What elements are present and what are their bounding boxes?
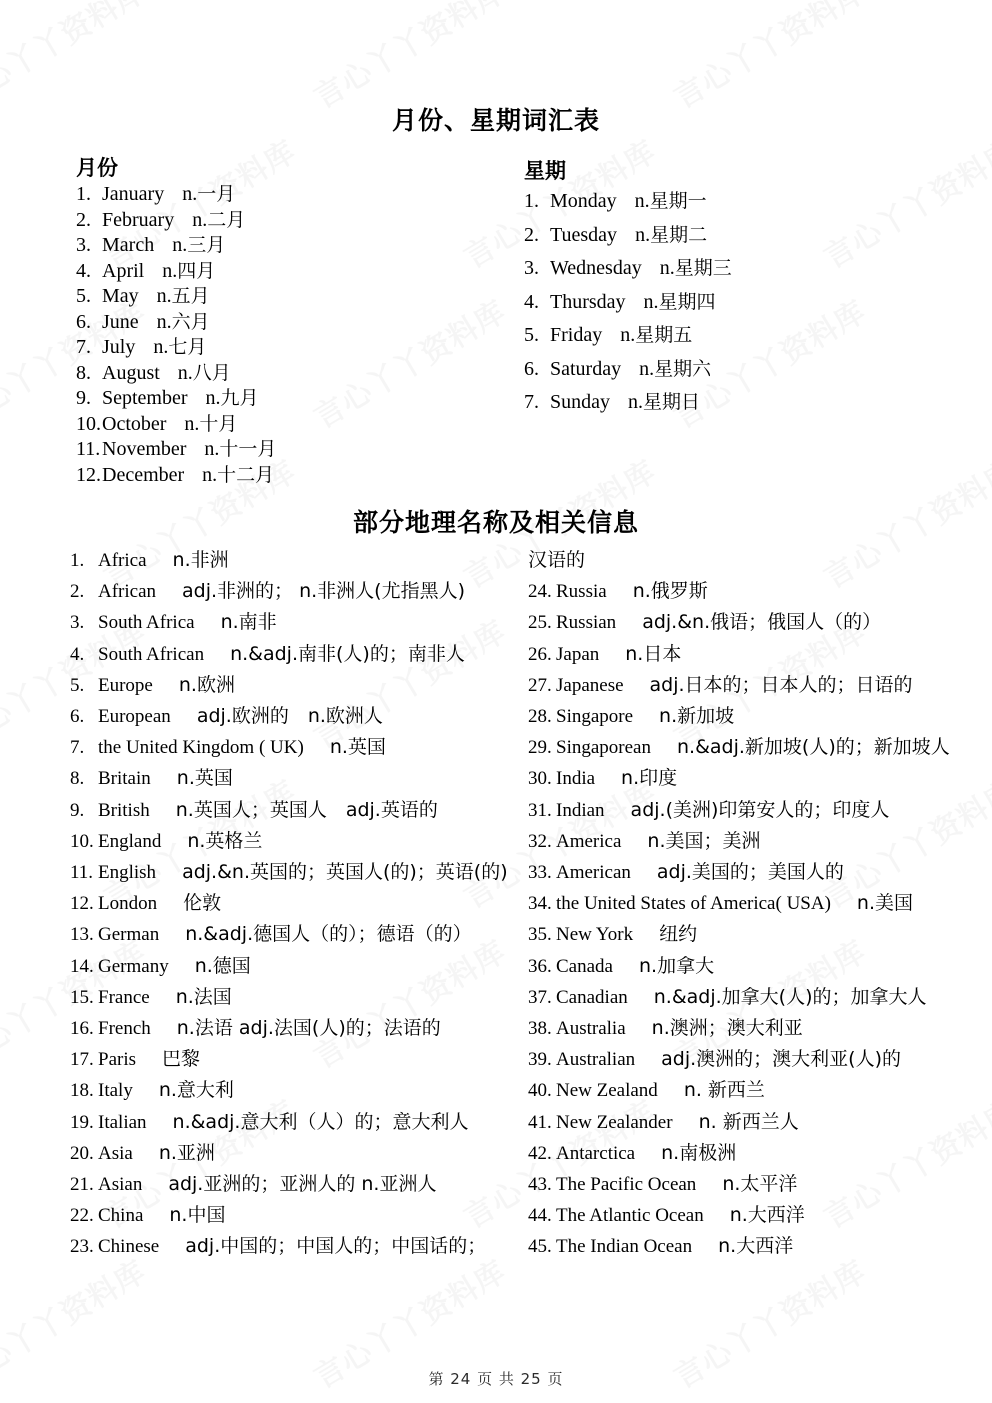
item-chinese-meaning: adj.&n.英国的；英国人(的)；英语(的) <box>182 861 508 884</box>
item-chinese-meaning: n.&adj.新加坡(人)的；新加坡人 <box>676 736 950 759</box>
item-english-word: England <box>98 830 162 852</box>
item-number: 12. <box>70 893 94 915</box>
item-number: 15. <box>70 986 94 1008</box>
page-title: 月份、星期词汇表 <box>391 106 600 135</box>
geography-left-column <box>70 545 540 1263</box>
list-item <box>528 670 988 701</box>
item-english-word: London <box>98 893 158 915</box>
item-english-word: Canadian <box>556 986 628 1008</box>
item-number: 41. <box>528 1111 552 1133</box>
list-item <box>70 670 540 701</box>
item-chinese-meaning: 四月 <box>177 259 216 282</box>
item-english-word: America <box>556 830 622 852</box>
item-english-word: Chinese <box>98 1236 160 1258</box>
item-chinese-meaning: n.英国人；英国人 adj.英语的 <box>175 798 438 821</box>
item-number: 1. <box>70 550 85 571</box>
item-english-word: Russia <box>556 581 607 603</box>
item-chinese-meaning: adj.亚洲的；亚洲人的 n.亚洲人 <box>168 1173 437 1196</box>
item-number: 32. <box>528 830 552 852</box>
item-number: 5. <box>70 674 85 696</box>
item-part-of-speech: n. <box>643 290 659 313</box>
list-item <box>528 826 988 857</box>
item-english-word: Australian <box>556 1049 636 1071</box>
watermark-text <box>304 0 513 117</box>
item-number: 10. <box>70 830 94 852</box>
list-item <box>70 1138 540 1169</box>
item-english-word: Thursday <box>550 290 626 313</box>
item-english-word: Singapore <box>556 706 634 728</box>
list-item <box>528 1138 988 1169</box>
item-number: 31. <box>528 799 552 821</box>
item-english-word: The Pacific Ocean <box>556 1174 697 1196</box>
list-item <box>524 185 944 219</box>
item-number: 20. <box>70 1142 94 1164</box>
item-english-word: Italy <box>98 1080 133 1102</box>
item-part-of-speech: n. <box>204 438 220 460</box>
item-chinese-meaning: n.加拿大 <box>638 954 715 977</box>
item-english-word: The Atlantic Ocean <box>556 1205 704 1227</box>
item-number: 3. <box>76 234 91 256</box>
item-chinese-meaning: adj.美国的；美国人的 <box>656 861 844 884</box>
list-item <box>76 208 496 234</box>
item-number: 43. <box>528 1174 552 1196</box>
list-item <box>76 463 496 489</box>
item-english-word: September <box>102 387 188 409</box>
item-part-of-speech: n. <box>182 183 198 205</box>
item-number: 21. <box>70 1174 94 1196</box>
item-chinese-meaning: n.新加坡 <box>659 705 735 728</box>
item-chinese-meaning: 十一月 <box>219 438 277 460</box>
item-chinese-meaning: 一月 <box>197 183 236 205</box>
item-english-word: July <box>102 336 136 358</box>
item-number: 17. <box>70 1049 94 1071</box>
item-chinese-meaning: n.&adj.德国人（的）；德语（的） <box>185 923 472 946</box>
item-chinese-meaning: 星期四 <box>658 290 716 313</box>
item-number: 24. <box>528 581 552 603</box>
item-number: 30. <box>528 768 552 790</box>
item-number: 5. <box>524 324 539 346</box>
list-item <box>70 888 540 919</box>
item-number: 26. <box>528 643 552 665</box>
item-english-word: December <box>102 463 185 486</box>
months-heading: 月份 <box>76 156 118 180</box>
item-english-word: South African <box>98 643 205 665</box>
item-number: 3. <box>524 257 539 279</box>
item-part-of-speech: n. <box>205 387 221 409</box>
item-part-of-speech: n. <box>659 257 675 279</box>
months-section <box>76 152 496 488</box>
item-part-of-speech: n. <box>156 310 172 333</box>
item-chinese-meaning: n.中国 <box>169 1204 226 1227</box>
item-chinese-meaning: n.&adj.南非(人)的；南非人 <box>230 642 465 665</box>
item-english-word: Sunday <box>550 391 610 413</box>
item-number: 23. <box>70 1236 94 1258</box>
item-chinese-meaning: n. 新西兰 <box>683 1079 765 1102</box>
item-english-word: Indian <box>556 799 605 821</box>
item-chinese-meaning: adj.&n.俄语；俄国人（的） <box>642 611 882 634</box>
item-chinese-meaning: 星期五 <box>635 324 693 346</box>
list-item <box>528 857 988 888</box>
item-english-word: Italian <box>98 1111 147 1133</box>
item-english-word: Canada <box>556 955 613 977</box>
item-english-word: February <box>102 208 175 231</box>
item-number: 5. <box>76 285 91 307</box>
item-english-word: the United States of America( USA) <box>556 893 831 915</box>
item-number: 7. <box>70 737 85 759</box>
item-chinese-meaning: adj.中国的；中国人的；中国话的； <box>185 1235 487 1258</box>
item-chinese-meaning: n.&adj.意大利（人）的；意大利人 <box>172 1110 469 1133</box>
weekdays-list <box>524 185 944 420</box>
list-item <box>524 286 944 320</box>
item-number: 19. <box>70 1111 94 1133</box>
list-item <box>76 361 496 387</box>
item-chinese-meaning: 十月 <box>199 412 238 435</box>
item-english-word: Wednesday <box>550 257 642 279</box>
item-number: 37. <box>528 986 552 1008</box>
list-item <box>70 576 540 607</box>
list-item <box>70 701 540 732</box>
item-chinese-meaning: n.欧洲 <box>178 673 235 696</box>
item-chinese-meaning: 星期日 <box>643 391 701 413</box>
item-number: 22. <box>70 1205 94 1227</box>
item-number: 1. <box>76 183 91 205</box>
item-chinese-meaning: n.英国 <box>176 767 233 790</box>
item-chinese-meaning: 星期六 <box>654 357 712 380</box>
item-english-word: Monday <box>550 190 617 212</box>
item-number: 4. <box>524 290 539 313</box>
item-chinese-meaning: 纽约 <box>659 923 698 946</box>
item-part-of-speech: n. <box>628 391 643 413</box>
item-english-word: Germany <box>98 955 169 977</box>
list-item <box>528 1107 988 1138</box>
list-item <box>524 319 944 353</box>
list-item <box>528 951 988 982</box>
list-item <box>76 412 496 438</box>
item-number: 7. <box>524 391 539 413</box>
list-item <box>70 545 540 576</box>
item-number: 39. <box>528 1049 552 1071</box>
item-number: 45. <box>528 1236 552 1258</box>
item-number: 8. <box>76 361 91 384</box>
item-number: 1. <box>524 190 539 212</box>
list-item <box>76 335 496 361</box>
item-english-word: Saturday <box>550 357 622 380</box>
item-chinese-meaning: 九月 <box>220 387 259 409</box>
item-part-of-speech: n. <box>192 208 208 231</box>
item-chinese-meaning: 十二月 <box>217 463 275 486</box>
item-number: 4. <box>70 643 85 665</box>
item-english-word: May <box>102 285 139 307</box>
item-english-word: Antarctica <box>556 1142 636 1164</box>
list-item <box>528 1231 988 1262</box>
item-chinese-meaning: n.英格兰 <box>187 829 263 852</box>
item-number: 44. <box>528 1205 552 1227</box>
list-item <box>70 795 540 826</box>
item-chinese-meaning: 六月 <box>171 310 210 333</box>
item-chinese-meaning: n.英国 <box>329 736 386 759</box>
list-item <box>528 576 988 607</box>
list-item <box>70 857 540 888</box>
item-number: 11. <box>70 862 94 884</box>
item-english-word: January <box>102 183 165 205</box>
item-chinese-meaning: n.澳洲；澳大利亚 <box>651 1017 803 1040</box>
item-chinese-meaning: 星期一 <box>649 190 707 212</box>
list-item <box>70 982 540 1013</box>
list-item <box>70 732 540 763</box>
item-part-of-speech: n. <box>202 463 218 486</box>
list-item <box>70 826 540 857</box>
item-number: 2. <box>524 223 539 246</box>
item-english-word: Australia <box>556 1018 626 1040</box>
list-item <box>524 252 944 286</box>
list-item <box>70 639 540 670</box>
item-number: 28. <box>528 706 552 728</box>
item-number: 14. <box>70 955 94 977</box>
item-english-word: New York <box>556 924 634 946</box>
list-item <box>76 284 496 310</box>
item-english-word: Singaporean <box>556 737 651 759</box>
item-part-of-speech: n. <box>162 259 178 282</box>
item-chinese-meaning: n.法语 adj.法国(人)的；法语的 <box>176 1017 441 1040</box>
geography-left-list <box>70 545 540 1263</box>
list-item <box>524 353 944 387</box>
item-part-of-speech: n. <box>634 190 650 212</box>
list-item <box>528 1075 988 1106</box>
item-chinese-meaning: 二月 <box>207 208 246 231</box>
item-number: 6. <box>76 310 91 333</box>
item-number: 4. <box>76 259 91 282</box>
item-english-word: August <box>102 361 160 384</box>
list-item <box>70 1013 540 1044</box>
item-chinese-meaning: n.俄罗斯 <box>632 580 708 603</box>
list-item <box>76 233 496 259</box>
list-item <box>76 437 496 463</box>
item-number: 13. <box>70 924 94 946</box>
item-chinese-meaning: 七月 <box>168 336 207 358</box>
item-english-word: Japan <box>556 643 600 665</box>
list-item <box>528 639 988 670</box>
item-chinese-meaning: 三月 <box>187 234 226 256</box>
item-number: 27. <box>528 674 552 696</box>
item-english-word: English <box>98 862 157 884</box>
list-item <box>76 386 496 412</box>
item-chinese-meaning: n.太平洋 <box>722 1173 798 1196</box>
item-chinese-meaning: 伦敦 <box>183 892 222 915</box>
item-chinese-meaning: 八月 <box>192 361 231 384</box>
item-number: 11. <box>76 438 101 460</box>
item-number: 8. <box>70 768 85 790</box>
item-english-word: American <box>556 862 631 884</box>
list-item <box>70 919 540 950</box>
item-chinese-meaning: 五月 <box>171 285 210 307</box>
list-item <box>70 1231 540 1262</box>
list-item <box>528 763 988 794</box>
watermark-text <box>664 0 873 117</box>
list-item <box>524 386 944 420</box>
item-chinese-meaning: n. 新西兰人 <box>698 1110 799 1133</box>
list-item <box>528 1013 988 1044</box>
list-item <box>70 607 540 638</box>
list-item <box>76 182 496 208</box>
item-number: 9. <box>70 799 85 821</box>
list-item <box>528 732 988 763</box>
item-number: 35. <box>528 924 552 946</box>
item-english-word: New Zealander <box>556 1111 673 1133</box>
list-item <box>528 607 988 638</box>
item-number: 12. <box>76 463 101 486</box>
geography-continuation-text: 汉语的 <box>528 549 586 571</box>
list-item <box>528 1169 988 1200</box>
item-chinese-meaning: n.美国；美洲 <box>647 829 761 852</box>
item-number: 25. <box>528 612 552 634</box>
item-part-of-speech: n. <box>639 357 655 380</box>
item-number: 16. <box>70 1018 94 1040</box>
item-chinese-meaning: n.美国 <box>856 892 913 915</box>
item-number: 6. <box>524 357 539 380</box>
item-chinese-meaning: n.德国 <box>194 954 251 977</box>
item-chinese-meaning: n.大西洋 <box>729 1204 805 1227</box>
list-item <box>528 919 988 950</box>
item-chinese-meaning: n.南非 <box>220 611 277 634</box>
item-english-word: India <box>556 768 596 790</box>
item-part-of-speech: n. <box>184 412 200 435</box>
item-english-word: The Indian Ocean <box>556 1236 693 1258</box>
item-chinese-meaning: n.&adj.加拿大(人)的；加拿大人 <box>653 985 927 1008</box>
item-chinese-meaning: n.印度 <box>621 767 678 790</box>
item-english-word: New Zealand <box>556 1080 658 1102</box>
item-english-word: South Africa <box>98 612 195 634</box>
item-chinese-meaning: 巴黎 <box>162 1048 201 1071</box>
item-chinese-meaning: n.日本 <box>625 642 682 665</box>
item-number: 29. <box>528 737 552 759</box>
item-chinese-meaning: n.南极洲 <box>661 1141 737 1164</box>
item-number: 33. <box>528 862 552 884</box>
months-list <box>76 182 496 488</box>
geography-right-column <box>528 545 988 1263</box>
item-chinese-meaning: adj.(美洲)印第安人的；印度人 <box>630 798 890 821</box>
item-chinese-meaning: n.大西洋 <box>718 1235 794 1258</box>
item-english-word: Japanese <box>556 674 624 696</box>
watermark-text <box>0 0 153 117</box>
item-part-of-speech: n. <box>153 336 169 358</box>
item-part-of-speech: n. <box>172 234 188 256</box>
item-english-word: French <box>98 1018 151 1040</box>
list-item <box>76 310 496 336</box>
item-number: 38. <box>528 1018 552 1040</box>
list-item <box>528 701 988 732</box>
geography-section-title: 部分地理名称及相关信息 <box>352 508 639 537</box>
item-english-word: France <box>98 986 150 1008</box>
list-item <box>528 795 988 826</box>
list-item <box>70 1169 540 1200</box>
item-english-word: Asian <box>98 1174 143 1196</box>
item-english-word: China <box>98 1205 144 1227</box>
item-english-word: Asia <box>98 1142 133 1164</box>
list-item <box>70 763 540 794</box>
item-number: 7. <box>76 336 91 358</box>
item-number: 36. <box>528 955 552 977</box>
item-part-of-speech: n. <box>177 361 193 384</box>
list-item <box>76 259 496 285</box>
item-chinese-meaning: n.法国 <box>175 985 232 1008</box>
item-number: 3. <box>70 612 85 634</box>
item-english-word: Paris <box>98 1049 136 1071</box>
weekdays-section <box>524 155 944 420</box>
item-chinese-meaning: adj.澳洲的；澳大利亚(人)的 <box>661 1048 902 1071</box>
list-item <box>70 951 540 982</box>
item-number: 10. <box>76 412 101 435</box>
item-english-word: April <box>102 259 145 282</box>
item-part-of-speech: n. <box>620 324 636 346</box>
item-number: 9. <box>76 387 91 409</box>
item-english-word: October <box>102 412 167 435</box>
item-chinese-meaning: adj.日本的；日本人的；日语的 <box>649 673 913 696</box>
item-part-of-speech: n. <box>635 223 651 246</box>
item-number: 40. <box>528 1080 552 1102</box>
item-chinese-meaning: n.亚洲 <box>158 1141 215 1164</box>
item-english-word: African <box>98 581 157 603</box>
item-english-word: Africa <box>98 550 147 571</box>
item-chinese-meaning: 星期二 <box>650 223 708 246</box>
weekdays-heading: 星期 <box>524 159 566 183</box>
item-number: 42. <box>528 1142 552 1164</box>
item-number: 2. <box>76 208 91 231</box>
item-chinese-meaning: 星期三 <box>674 257 732 279</box>
item-chinese-meaning: n.意大利 <box>158 1079 234 1102</box>
item-chinese-meaning: adj.欧洲的 n.欧洲人 <box>196 705 383 728</box>
item-english-word: March <box>102 234 155 256</box>
list-item <box>524 219 944 253</box>
item-number: 2. <box>70 581 85 603</box>
page-footer: 第 24 页 共 25 页 <box>428 1370 564 1388</box>
item-english-word: June <box>102 310 139 333</box>
item-chinese-meaning: n.非洲 <box>172 549 229 571</box>
list-item <box>70 1200 540 1231</box>
item-part-of-speech: n. <box>156 285 172 307</box>
list-item <box>528 982 988 1013</box>
list-item <box>528 1044 988 1075</box>
item-english-word: Russian <box>556 612 617 634</box>
list-item <box>528 1200 988 1231</box>
list-item <box>70 1107 540 1138</box>
item-english-word: Europe <box>98 674 153 696</box>
item-english-word: Friday <box>550 324 603 346</box>
list-item <box>70 1044 540 1075</box>
item-english-word: November <box>102 438 187 460</box>
item-english-word: Britain <box>98 768 151 790</box>
item-english-word: Tuesday <box>550 223 618 246</box>
item-number: 34. <box>528 893 552 915</box>
item-english-word: European <box>98 706 171 728</box>
item-number: 6. <box>70 706 85 728</box>
item-number: 18. <box>70 1080 94 1102</box>
list-item <box>528 888 988 919</box>
item-english-word: the United Kingdom ( UK) <box>98 737 304 759</box>
geography-right-list <box>528 576 988 1262</box>
item-english-word: British <box>98 799 150 821</box>
list-item <box>70 1075 540 1106</box>
item-english-word: German <box>98 924 160 946</box>
item-chinese-meaning: adj.非洲的； n.非洲人(尤指黑人) <box>182 580 466 603</box>
